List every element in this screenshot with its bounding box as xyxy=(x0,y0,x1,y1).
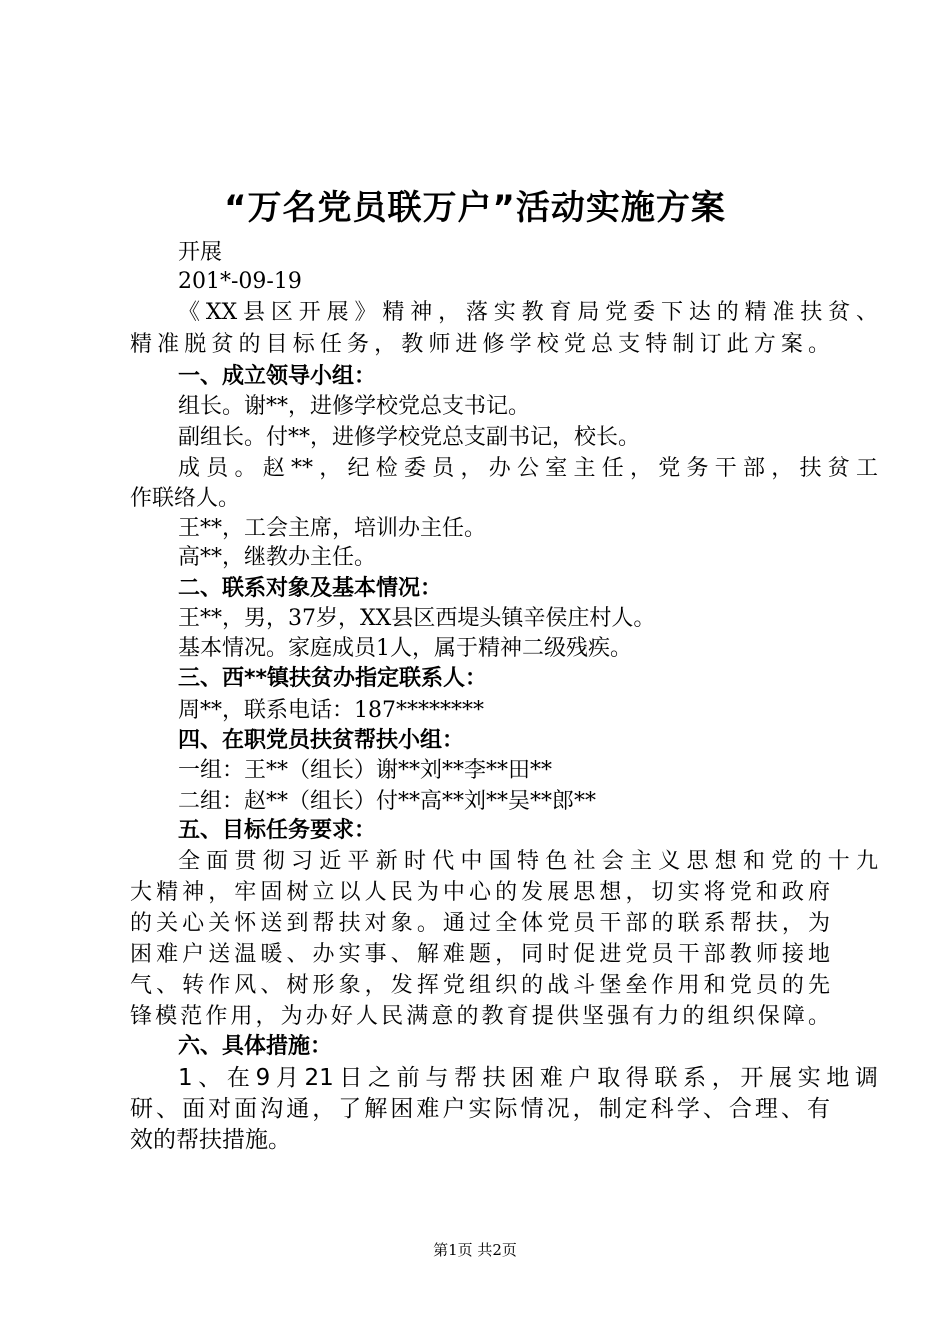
text-line: 开展 xyxy=(178,240,223,265)
paragraph-line: 困难户送温暖、办实事、解难题，同时促进党员干部教师接地 xyxy=(130,942,830,967)
text-line: 王**，男，37岁，XX县区西堤头镇辛侯庄村人。 xyxy=(178,606,656,631)
section-heading: 五、目标任务要求： xyxy=(178,818,377,843)
text-line: 基本情况。家庭成员1人，属于精神二级残疾。 xyxy=(178,636,632,661)
paragraph-line: 精准脱贫的目标任务，教师进修学校党总支特制订此方案。 xyxy=(130,332,830,357)
page-number: 第1页 共2页 xyxy=(433,1241,517,1259)
paragraph-line: 的关心关怀送到帮扶对象。通过全体党员干部的联系帮扶，为 xyxy=(130,911,830,936)
paragraph-line: 成员。赵**，纪检委员，办公室主任，党务干部，扶贫工 xyxy=(178,456,878,481)
paragraph-line: 作联络人。 xyxy=(130,486,241,511)
section-heading: 一、成立领导小组： xyxy=(178,364,377,389)
text-line: 王**，工会主席，培训办主任。 xyxy=(178,516,487,541)
paragraph-line: 全面贯彻习近平新时代中国特色社会主义思想和党的十九 xyxy=(178,849,878,874)
text-line: 周**，联系电话：187******** xyxy=(178,698,484,723)
paragraph-line: 效的帮扶措施。 xyxy=(130,1127,291,1153)
section-heading: 三、西**镇扶贫办指定联系人： xyxy=(178,666,488,691)
text-line: 高**，继教办主任。 xyxy=(178,545,377,570)
paragraph-line: 大精神，牢固树立以人民为中心的发展思想，切实将党和政府 xyxy=(130,880,830,905)
section-heading: 四、在职党员扶贫帮扶小组： xyxy=(178,728,465,753)
paragraph-line: 气、转作风、树形象，发挥党组织的战斗堡垒作用和党员的先 xyxy=(130,973,830,998)
text-line: 二组：赵**（组长）付**高**刘**吴**郎** xyxy=(178,789,597,814)
section-heading: 六、具体措施： xyxy=(178,1034,333,1059)
text-line: 副组长。付**，进修学校党总支副书记，校长。 xyxy=(178,425,641,450)
document-title: “万名党员联万户”活动实施方案 xyxy=(224,188,726,228)
text-line: 组长。谢**，进修学校党总支书记。 xyxy=(178,394,531,419)
paragraph-line: 《XX县区开展》精神，落实教育局党委下达的精准扶贫、 xyxy=(178,300,878,325)
date-line: 201*-09-19 xyxy=(178,269,302,294)
text-line: 一组：王**（组长）谢**刘**李**田** xyxy=(178,758,553,783)
paragraph-line: 1、在9月21日之前与帮扶困难户取得联系，开展实地调 xyxy=(178,1065,878,1091)
paragraph-line: 锋模范作用，为办好人民满意的教育提供坚强有力的组织保障。 xyxy=(130,1004,830,1029)
section-heading: 二、联系对象及基本情况： xyxy=(178,576,443,601)
paragraph-line: 研、面对面沟通，了解困难户实际情况，制定科学、合理、有 xyxy=(130,1096,830,1122)
